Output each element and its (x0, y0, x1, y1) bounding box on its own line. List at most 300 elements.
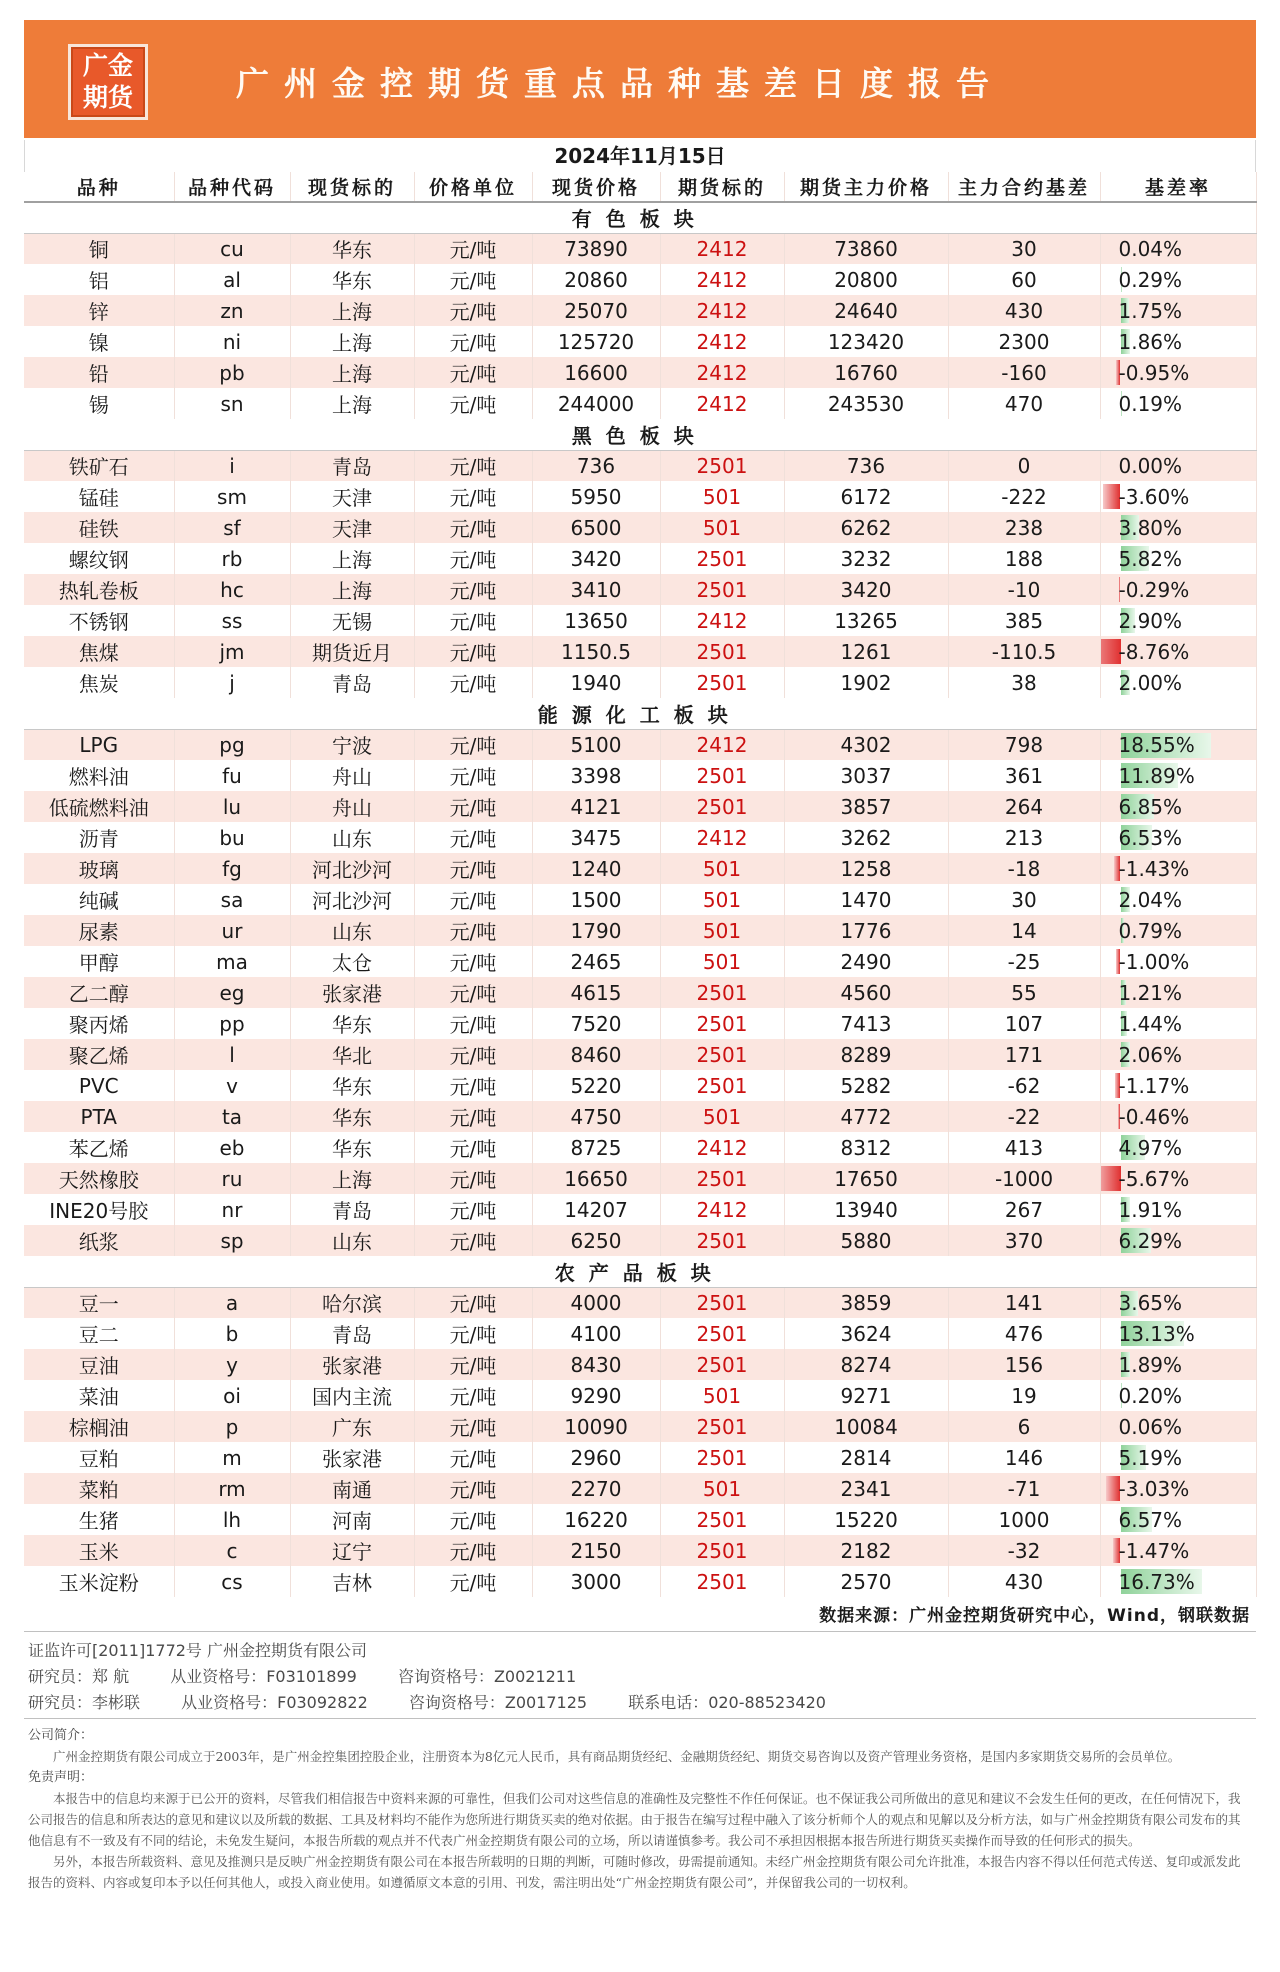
cell-name: 铅 (24, 357, 174, 388)
cell-basis-rate (1100, 1473, 1256, 1504)
cell-contract: 2412 (660, 822, 784, 853)
column-header: 期货标的 (660, 172, 784, 202)
cell-code: p (174, 1411, 290, 1442)
cell-basis-rate (1100, 1318, 1256, 1349)
cell-spot-price: 7520 (532, 1008, 660, 1039)
cell-code: m (174, 1442, 290, 1473)
cell-spot: 南通 (290, 1473, 414, 1504)
cell-spot-price: 8430 (532, 1349, 660, 1380)
table-row (24, 1442, 1256, 1473)
contact-phone: 联系电话：020-88523420 (628, 1693, 826, 1712)
cell-spot-price: 4000 (532, 1287, 660, 1318)
cell-basis-rate (1100, 946, 1256, 977)
cell-basis-rate (1100, 388, 1256, 419)
cell-fut-price: 3624 (784, 1318, 948, 1349)
cell-name: 玻璃 (24, 853, 174, 884)
cell-contract: 501 (660, 884, 784, 915)
cell-code: l (174, 1039, 290, 1070)
cell-spot-price: 5220 (532, 1070, 660, 1101)
cell-code: hc (174, 574, 290, 605)
cell-contract: 501 (660, 853, 784, 884)
cell-basis-rate (1100, 1225, 1256, 1256)
table-row (24, 636, 1256, 667)
cell-name: INE20号胶 (24, 1194, 174, 1225)
basis-rate-text: -8.76% (1118, 639, 1190, 664)
cell-name: 豆二 (24, 1318, 174, 1349)
cell-name: 纸浆 (24, 1225, 174, 1256)
cell-spot: 舟山 (290, 760, 414, 791)
cell-code: jm (174, 636, 290, 667)
cell-basis-rate (1100, 1566, 1256, 1597)
cell-spot: 国内主流 (290, 1380, 414, 1411)
table-row (24, 946, 1256, 977)
cell-spot-price: 6500 (532, 512, 660, 543)
cell-unit: 元/吨 (414, 915, 532, 946)
cell-basis: 171 (948, 1039, 1100, 1070)
table-row (24, 1349, 1256, 1380)
cell-contract: 2412 (660, 729, 784, 760)
cell-basis-rate (1100, 1132, 1256, 1163)
section-row (24, 419, 1256, 450)
table-row (24, 1163, 1256, 1194)
cell-code: c (174, 1535, 290, 1566)
cell-contract: 501 (660, 915, 784, 946)
cell-code: sn (174, 388, 290, 419)
cell-basis-rate (1100, 326, 1256, 357)
cell-spot: 上海 (290, 326, 414, 357)
table-row (24, 1101, 1256, 1132)
cell-basis: 238 (948, 512, 1100, 543)
cell-fut-price: 123420 (784, 326, 948, 357)
cell-spot-price: 10090 (532, 1411, 660, 1442)
cell-spot: 山东 (290, 1225, 414, 1256)
cell-basis: 14 (948, 915, 1100, 946)
basis-rate-text: 0.20% (1118, 1383, 1183, 1408)
cell-fut-price: 1261 (784, 636, 948, 667)
cell-unit: 元/吨 (414, 667, 532, 698)
analyst-name: 研究员：郑 航 (28, 1667, 130, 1686)
cell-fut-price: 5880 (784, 1225, 948, 1256)
disclaimer-text-2: 另外，本报告所载资料、意见及推测只是反映广州金控期货有限公司在本报告所载明的日期的判断，可随时修改，毋需提前通知。未经广州金控期货有限公司允许批准，本报告内容不得以任何范式传送、复印或派发此报告的资料、内容或复印本予以任何其他人，或投入商业使用。如遵循原文本意的引用、刊发，需注明出处“广州金控期货有限公司”，并保留我公司的一切权利。 (28, 1854, 1241, 1890)
cell-fut-price: 4560 (784, 977, 948, 1008)
cell-contract: 2501 (660, 1411, 784, 1442)
cell-name: 尿素 (24, 915, 174, 946)
cell-fut-price: 2490 (784, 946, 948, 977)
cell-spot: 青岛 (290, 1194, 414, 1225)
cell-basis-rate (1100, 822, 1256, 853)
cell-unit: 元/吨 (414, 574, 532, 605)
cell-name: 棕榈油 (24, 1411, 174, 1442)
cell-unit: 元/吨 (414, 1473, 532, 1504)
cell-code: cu (174, 233, 290, 264)
basis-rate-text: 6.29% (1118, 1228, 1183, 1253)
cell-spot-price: 2150 (532, 1535, 660, 1566)
cell-spot-price: 1790 (532, 915, 660, 946)
cell-spot-price: 3475 (532, 822, 660, 853)
cell-code: ma (174, 946, 290, 977)
cell-code: sm (174, 481, 290, 512)
report-page (24, 20, 1256, 1899)
cell-unit: 元/吨 (414, 388, 532, 419)
cell-spot-price: 14207 (532, 1194, 660, 1225)
cell-spot: 华东 (290, 1101, 414, 1132)
cell-code: sf (174, 512, 290, 543)
cell-spot-price: 73890 (532, 233, 660, 264)
cell-unit: 元/吨 (414, 295, 532, 326)
basis-rate-text: 1.21% (1118, 980, 1183, 1005)
cell-spot-price: 5950 (532, 481, 660, 512)
cell-basis-rate (1100, 1008, 1256, 1039)
cell-name: 苯乙烯 (24, 1132, 174, 1163)
cell-name: 豆一 (24, 1287, 174, 1318)
cell-contract: 2501 (660, 667, 784, 698)
basis-rate-text: -3.60% (1118, 484, 1190, 509)
basis-rate-text: 2.90% (1118, 608, 1183, 633)
basis-rate-text: 3.80% (1118, 515, 1183, 540)
analyst-consult: 咨询资格号：Z0021211 (397, 1667, 577, 1686)
cell-spot-price: 4121 (532, 791, 660, 822)
cell-basis-rate (1100, 791, 1256, 822)
cell-unit: 元/吨 (414, 977, 532, 1008)
basis-rate-text: 0.19% (1118, 391, 1183, 416)
cell-spot: 张家港 (290, 1442, 414, 1473)
disclaimer-title: 免责声明： (28, 1770, 94, 1785)
cell-basis-rate (1100, 1101, 1256, 1132)
cell-basis-rate (1100, 543, 1256, 574)
cell-name: 锡 (24, 388, 174, 419)
cell-fut-price: 2814 (784, 1442, 948, 1473)
cell-unit: 元/吨 (414, 1318, 532, 1349)
cell-contract: 2501 (660, 977, 784, 1008)
cell-basis: 156 (948, 1349, 1100, 1380)
cell-basis: 60 (948, 264, 1100, 295)
cell-unit: 元/吨 (414, 760, 532, 791)
basis-rate-text: 11.89% (1118, 763, 1195, 788)
cell-contract: 2412 (660, 605, 784, 636)
cell-unit: 元/吨 (414, 1225, 532, 1256)
cell-fut-price: 13265 (784, 605, 948, 636)
table-row (24, 791, 1256, 822)
cell-spot: 青岛 (290, 667, 414, 698)
cell-contract: 2501 (660, 1008, 784, 1039)
cell-contract: 501 (660, 1101, 784, 1132)
cell-spot-price: 1240 (532, 853, 660, 884)
cell-contract: 2501 (660, 1318, 784, 1349)
cell-contract: 2501 (660, 791, 784, 822)
cell-name: 豆油 (24, 1349, 174, 1380)
cell-basis: -18 (948, 853, 1100, 884)
report-date: 2024年11月15日 (24, 140, 1256, 172)
basis-rate-text: 16.73% (1118, 1569, 1195, 1594)
cell-spot-price: 125720 (532, 326, 660, 357)
cell-basis: -22 (948, 1101, 1100, 1132)
cell-contract: 501 (660, 1380, 784, 1411)
cell-unit: 元/吨 (414, 605, 532, 636)
cell-contract: 501 (660, 1473, 784, 1504)
basis-rate-text: 1.75% (1118, 298, 1183, 323)
cell-unit: 元/吨 (414, 512, 532, 543)
cell-spot-price: 20860 (532, 264, 660, 295)
table-row (24, 1535, 1256, 1566)
basis-rate-text: 0.04% (1118, 236, 1183, 261)
cell-spot: 上海 (290, 357, 414, 388)
cell-spot: 上海 (290, 388, 414, 419)
cell-basis: 470 (948, 388, 1100, 419)
basis-rate-text: -3.03% (1118, 1476, 1190, 1501)
cell-spot-price: 2270 (532, 1473, 660, 1504)
cell-spot-price: 6250 (532, 1225, 660, 1256)
disclaimer-block (24, 1718, 1256, 1899)
table-row (24, 1380, 1256, 1411)
cell-basis: 413 (948, 1132, 1100, 1163)
cell-contract: 2501 (660, 760, 784, 791)
cell-unit: 元/吨 (414, 357, 532, 388)
column-header: 品种 (24, 172, 174, 202)
cell-code: y (174, 1349, 290, 1380)
cell-code: b (174, 1318, 290, 1349)
table-row (24, 574, 1256, 605)
cell-fut-price: 3232 (784, 543, 948, 574)
cell-name: 玉米 (24, 1535, 174, 1566)
cell-basis-rate (1100, 233, 1256, 264)
cell-basis: 19 (948, 1380, 1100, 1411)
cell-fut-price: 2341 (784, 1473, 948, 1504)
cell-basis-rate (1100, 481, 1256, 512)
column-header: 现货标的 (290, 172, 414, 202)
intro-title: 公司简介： (28, 1728, 94, 1743)
cell-code: lh (174, 1504, 290, 1535)
cell-basis: 385 (948, 605, 1100, 636)
cell-fut-price: 4772 (784, 1101, 948, 1132)
cell-spot: 张家港 (290, 1349, 414, 1380)
cell-code: lu (174, 791, 290, 822)
table-row (24, 1411, 1256, 1442)
table-row (24, 357, 1256, 388)
basis-rate-text: 2.06% (1118, 1042, 1183, 1067)
cell-spot-price: 2960 (532, 1442, 660, 1473)
cell-spot: 华东 (290, 1070, 414, 1101)
cell-fut-price: 8289 (784, 1039, 948, 1070)
license-line: 证监许可[2011]1772号 广州金控期货有限公司 (28, 1641, 368, 1660)
cell-basis-rate (1100, 915, 1256, 946)
column-header: 期货主力价格 (784, 172, 948, 202)
cell-basis-rate (1100, 977, 1256, 1008)
cell-spot: 上海 (290, 574, 414, 605)
cell-spot: 河北沙河 (290, 884, 414, 915)
cell-code: cs (174, 1566, 290, 1597)
cell-contract: 2501 (660, 543, 784, 574)
cell-unit: 元/吨 (414, 264, 532, 295)
table-row (24, 915, 1256, 946)
cell-basis-rate (1100, 636, 1256, 667)
cell-spot-price: 1150.5 (532, 636, 660, 667)
cell-unit: 元/吨 (414, 1070, 532, 1101)
basis-rate-text: -1.43% (1118, 856, 1190, 881)
cell-spot: 辽宁 (290, 1535, 414, 1566)
cell-basis-rate (1100, 574, 1256, 605)
table-row (24, 729, 1256, 760)
disclaimer-text-1: 本报告中的信息均来源于已公开的资料，尽管我们相信报告中资料来源的可靠性，但我们公司对这些信息的准确性及完整性不作任何保证。也不保证我公司所做出的意见和建议不会发生任何的更改，在任何情况下，我公司报告的信息和所表达的意见和建议以及所载的数据、工具及材料均不能作为您所进行期货买卖的绝对依据。由于报告在编写过程中融入了该分析师个人的观点和见解以及分析方法，如与广州金控期货有限公司发布的其他信息有不一致及有不同的结论，未免发生疑问，本报告所载的观点并不代表广州金控期货有限公司的立场，所以请谨慎参考。我公司不承担因根据本报告所进行期货买卖操作而导致的任何形式的损失。 (28, 1791, 1241, 1848)
cell-unit: 元/吨 (414, 450, 532, 481)
analyst-line-1 (28, 1664, 1252, 1690)
cell-spot-price: 25070 (532, 295, 660, 326)
cell-basis-rate (1100, 729, 1256, 760)
table-row (24, 1473, 1256, 1504)
cell-code: oi (174, 1380, 290, 1411)
cell-contract: 2501 (660, 1287, 784, 1318)
cell-spot-price: 244000 (532, 388, 660, 419)
cell-spot: 青岛 (290, 1318, 414, 1349)
analyst-cert: 从业资格号：F03092822 (181, 1693, 368, 1712)
cell-code: i (174, 450, 290, 481)
cell-spot: 河南 (290, 1504, 414, 1535)
cell-spot-price: 4100 (532, 1318, 660, 1349)
table-row (24, 450, 1256, 481)
cell-fut-price: 3420 (784, 574, 948, 605)
cell-name: 甲醇 (24, 946, 174, 977)
basis-rate-text: 13.13% (1118, 1321, 1195, 1346)
cell-contract: 2412 (660, 1194, 784, 1225)
cell-contract: 2501 (660, 1163, 784, 1194)
cell-contract: 2501 (660, 1442, 784, 1473)
cell-spot: 上海 (290, 1163, 414, 1194)
cell-fut-price: 5282 (784, 1070, 948, 1101)
cell-spot-price: 3398 (532, 760, 660, 791)
cell-basis: 146 (948, 1442, 1100, 1473)
cell-code: zn (174, 295, 290, 326)
table-row (24, 388, 1256, 419)
cell-name: 铝 (24, 264, 174, 295)
table-row (24, 481, 1256, 512)
cell-name: 螺纹钢 (24, 543, 174, 574)
section-title: 能源化工板块 (24, 698, 1256, 729)
cell-basis: 430 (948, 295, 1100, 326)
basis-rate-text: -5.67% (1118, 1166, 1190, 1191)
cell-basis: 107 (948, 1008, 1100, 1039)
cell-code: rm (174, 1473, 290, 1504)
column-header: 基差率 (1100, 172, 1256, 202)
cell-basis: 0 (948, 450, 1100, 481)
cell-spot-price: 3000 (532, 1566, 660, 1597)
cell-spot-price: 736 (532, 450, 660, 481)
cell-unit: 元/吨 (414, 1411, 532, 1442)
table-row (24, 884, 1256, 915)
cell-spot: 上海 (290, 543, 414, 574)
cell-basis: 264 (948, 791, 1100, 822)
cell-spot-price: 1500 (532, 884, 660, 915)
cell-fut-price: 17650 (784, 1163, 948, 1194)
cell-contract: 2412 (660, 264, 784, 295)
basis-rate-text: 1.44% (1118, 1011, 1183, 1036)
column-header: 品种代码 (174, 172, 290, 202)
cell-fut-price: 4302 (784, 729, 948, 760)
table-row (24, 295, 1256, 326)
cell-spot: 期货近月 (290, 636, 414, 667)
cell-code: rb (174, 543, 290, 574)
cell-spot: 吉林 (290, 1566, 414, 1597)
table-row (24, 1318, 1256, 1349)
cell-spot: 华东 (290, 1008, 414, 1039)
cell-unit: 元/吨 (414, 884, 532, 915)
cell-basis: 141 (948, 1287, 1100, 1318)
cell-contract: 2501 (660, 1535, 784, 1566)
column-header: 主力合约基差 (948, 172, 1100, 202)
basis-rate-text: 6.85% (1118, 794, 1183, 819)
cell-spot-price: 3420 (532, 543, 660, 574)
cell-code: eb (174, 1132, 290, 1163)
table-row (24, 977, 1256, 1008)
cell-contract: 2412 (660, 388, 784, 419)
cell-basis: 2300 (948, 326, 1100, 357)
cell-name: 铁矿石 (24, 450, 174, 481)
cell-spot-price: 9290 (532, 1380, 660, 1411)
cell-basis-rate (1100, 450, 1256, 481)
cell-code: pg (174, 729, 290, 760)
cell-unit: 元/吨 (414, 1349, 532, 1380)
cell-code: ta (174, 1101, 290, 1132)
cell-name: 镍 (24, 326, 174, 357)
cell-basis: -1000 (948, 1163, 1100, 1194)
cell-spot-price: 16600 (532, 357, 660, 388)
cell-unit: 元/吨 (414, 326, 532, 357)
cell-spot-price: 8725 (532, 1132, 660, 1163)
cell-basis-rate (1100, 357, 1256, 388)
analyst-cert: 从业资格号：F03101899 (170, 1667, 357, 1686)
basis-rate-text: 5.19% (1118, 1445, 1183, 1470)
cell-contract: 501 (660, 512, 784, 543)
table-row (24, 512, 1256, 543)
table-row (24, 233, 1256, 264)
cell-basis: 430 (948, 1566, 1100, 1597)
cell-name: 聚丙烯 (24, 1008, 174, 1039)
cell-unit: 元/吨 (414, 1287, 532, 1318)
cell-fut-price: 24640 (784, 295, 948, 326)
basis-rate-text: -1.47% (1118, 1538, 1190, 1563)
cell-code: fu (174, 760, 290, 791)
cell-unit: 元/吨 (414, 481, 532, 512)
table-row (24, 667, 1256, 698)
cell-unit: 元/吨 (414, 1101, 532, 1132)
basis-rate-text: 0.06% (1118, 1414, 1183, 1439)
cell-unit: 元/吨 (414, 1194, 532, 1225)
cell-basis-rate (1100, 1535, 1256, 1566)
cell-contract: 2501 (660, 636, 784, 667)
analyst-consult: 咨询资格号：Z0017125 (408, 1693, 588, 1712)
cell-contract: 2501 (660, 1504, 784, 1535)
table-row (24, 1039, 1256, 1070)
cell-fut-price: 10084 (784, 1411, 948, 1442)
table-row (24, 1504, 1256, 1535)
cell-fut-price: 736 (784, 450, 948, 481)
cell-basis-rate (1100, 1039, 1256, 1070)
cell-basis: 6 (948, 1411, 1100, 1442)
table-row (24, 264, 1256, 295)
table-header (24, 172, 1256, 202)
cell-name: 菜油 (24, 1380, 174, 1411)
basis-rate-text: -0.95% (1118, 360, 1190, 385)
section-row (24, 202, 1256, 233)
cell-unit: 元/吨 (414, 946, 532, 977)
cell-basis-rate (1100, 1287, 1256, 1318)
cell-unit: 元/吨 (414, 853, 532, 884)
cell-name: 低硫燃料油 (24, 791, 174, 822)
cell-spot-price: 13650 (532, 605, 660, 636)
cell-basis: -32 (948, 1535, 1100, 1566)
cell-code: al (174, 264, 290, 295)
cell-name: 铜 (24, 233, 174, 264)
cell-fut-price: 6262 (784, 512, 948, 543)
cell-basis-rate (1100, 264, 1256, 295)
